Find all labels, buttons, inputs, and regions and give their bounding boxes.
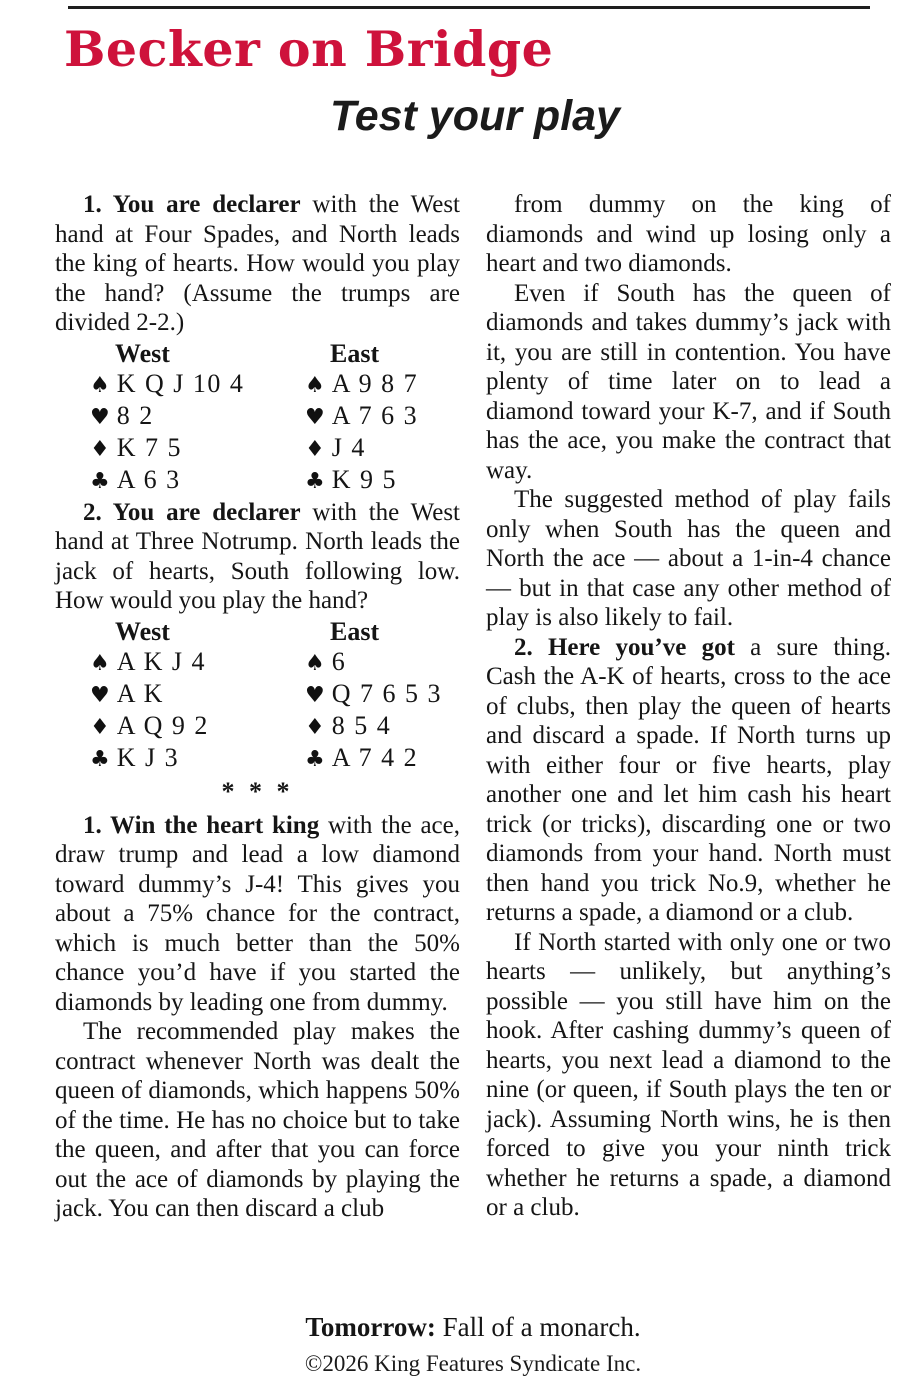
paragraph-answer-1 <box>55 811 460 1018</box>
east-label: East <box>330 616 380 646</box>
paragraph-lead-in: 1. Win the heart king <box>83 811 320 839</box>
paragraph-lead-in: 2. Here you’ve got <box>514 633 735 661</box>
section-separator: * * * <box>221 776 294 806</box>
west-label: West <box>115 338 170 368</box>
deal-2-headers <box>55 617 460 647</box>
heart-icon: ♥ <box>90 404 110 430</box>
west-clubs-holding <box>55 743 270 775</box>
paragraph-text: with the West hand at Three Notrump. North leads the jack of hearts, South following low. How would you play the hand? <box>55 498 460 614</box>
card-values: A 7 4 2 <box>331 742 419 772</box>
paragraph-text: with the ace, draw trump and lead a low diamond toward dummy’s J-4! This gives you about a 75% chance for the contract, which is much better than the 50% chance you’d have if you started the diamonds by leading one from dummy. <box>55 811 461 1016</box>
spade-icon: ♠ <box>305 650 325 676</box>
card-values: K 7 5 <box>116 432 183 462</box>
west-diamonds-holding <box>55 433 270 465</box>
deal-2-hearts-row <box>55 679 460 711</box>
deal-2-diamonds-row <box>55 711 460 743</box>
east-hearts-holding <box>270 679 442 711</box>
paragraph-if-north-started: If North started with only one or two hearts — unlikely, but anything’s possible — you still have him on the hook. After cashing dummy’s queen of hearts, you next lead a diamond to the nine (or queen, if South plays the ten or jack). Assuming North wins, he is then forced to give you your ninth trick whether he returns a spade, a diamond or a club. <box>486 928 891 1221</box>
right-column <box>486 190 891 1224</box>
card-values: K J 3 <box>116 742 180 772</box>
west-label: West <box>115 616 170 646</box>
east-diamonds-holding <box>270 711 391 743</box>
east-hearts-holding <box>270 401 418 433</box>
top-divider <box>68 6 870 9</box>
club-icon: ♣ <box>305 746 325 772</box>
left-column <box>55 190 460 1224</box>
paragraph-answer-2 <box>486 633 891 928</box>
west-hearts-holding <box>55 679 270 711</box>
paragraph-lead-in: 1. You are declarer <box>83 191 301 218</box>
heart-icon: ♥ <box>305 682 325 708</box>
card-values: A Q 9 2 <box>116 710 209 740</box>
tomorrow-teaser <box>55 1312 891 1343</box>
deal-diagram-1 <box>55 339 460 497</box>
deal-2-clubs-row <box>55 743 460 775</box>
east-clubs-holding <box>270 743 418 775</box>
heart-icon: ♥ <box>90 682 110 708</box>
club-icon: ♣ <box>305 468 325 494</box>
paragraph-problem-2 <box>55 498 460 616</box>
card-values: 8 2 <box>116 400 154 430</box>
diamond-icon: ♦ <box>90 714 110 740</box>
west-spades-holding <box>55 647 270 679</box>
spade-icon: ♠ <box>305 372 325 398</box>
card-values: J 4 <box>331 432 366 462</box>
west-spades-holding <box>55 369 270 401</box>
diamond-icon: ♦ <box>305 436 325 462</box>
card-values: A 6 3 <box>116 464 181 494</box>
east-diamonds-holding <box>270 433 366 465</box>
deal-1-clubs-row <box>55 465 460 497</box>
card-values: A K J 4 <box>116 646 206 676</box>
card-values: K Q J 10 4 <box>116 368 245 398</box>
east-spades-holding <box>270 647 346 679</box>
paragraph-continuation: from dummy on the king of diamonds and wind up losing only a heart and two diamonds. <box>486 191 891 277</box>
west-clubs-holding <box>55 465 270 497</box>
deal-1-headers <box>55 339 460 369</box>
card-values: 8 5 4 <box>331 710 392 740</box>
west-hearts-holding <box>55 401 270 433</box>
deal-1-diamonds-row <box>55 433 460 465</box>
card-values: A 9 8 7 <box>331 368 419 398</box>
diamond-icon: ♦ <box>90 436 110 462</box>
paragraph-suggested-method: The suggested method of play fails only when South has the queen and North the ace — about a 1-in-4 chance — but in that case any other method of play is also likely to fail. <box>486 486 891 631</box>
club-icon: ♣ <box>90 746 110 772</box>
paragraph-text: with the West hand at Four Spades, and North leads the king of hearts. How would you play the hand? (Assume the trumps are divided 2-2.) <box>55 191 460 336</box>
article-body <box>55 190 891 1224</box>
page-subtitle: Test your play <box>330 92 620 140</box>
diamond-icon: ♦ <box>305 714 325 740</box>
deal-diagram-2 <box>55 617 460 775</box>
copyright-line: ©2026 King Features Syndicate Inc. <box>304 1351 642 1376</box>
deal-1-spades-row <box>55 369 460 401</box>
page-title: Becker on Bridge <box>64 20 554 78</box>
card-values: 6 <box>331 646 347 676</box>
card-values: K 9 5 <box>331 464 398 494</box>
paragraph-answer-1-cont: The recommended play makes the contract whenever North was dealt the queen of diamonds, which happens 50% of the time. He has no choice but to take the queen, and after that you can force out the ace of diamonds by playing the jack. You can then discard a club <box>55 1018 460 1222</box>
east-clubs-holding <box>270 465 397 497</box>
paragraph-lead-in: 2. You are declarer <box>83 498 301 526</box>
deal-2-spades-row <box>55 647 460 679</box>
east-label: East <box>330 338 380 368</box>
card-values: A K <box>116 678 164 708</box>
spade-icon: ♠ <box>90 650 110 676</box>
card-values: A 7 6 3 <box>331 400 419 430</box>
paragraph-problem-1 <box>55 190 460 338</box>
heart-icon: ♥ <box>305 404 325 430</box>
card-values: Q 7 6 5 3 <box>331 678 443 708</box>
spade-icon: ♠ <box>90 372 110 398</box>
deal-1-hearts-row <box>55 401 460 433</box>
club-icon: ♣ <box>90 468 110 494</box>
tomorrow-label: Tomorrow: <box>305 1312 436 1342</box>
paragraph-text: a sure thing. Cash the A-K of hearts, cross to the ace of clubs, then play the queen of hearts and discard a spade. If North turns up with either four or five hearts, play another one and let him cash his heart trick (or tricks), discarding one or two diamonds from your hand. North must then hand you trick No.9, whether he returns a spade, a diamond or a club. <box>486 633 892 926</box>
tomorrow-text: Fall of a monarch. <box>435 1312 641 1342</box>
paragraph-even-if-south: Even if South has the queen of diamonds and takes dummy’s jack with it, you are still in contention. You have plenty of time later on to lead a diamond toward your K-7, and if South has the ace, you make the contract that way. <box>486 279 891 484</box>
west-diamonds-holding <box>55 711 270 743</box>
east-spades-holding <box>270 369 418 401</box>
